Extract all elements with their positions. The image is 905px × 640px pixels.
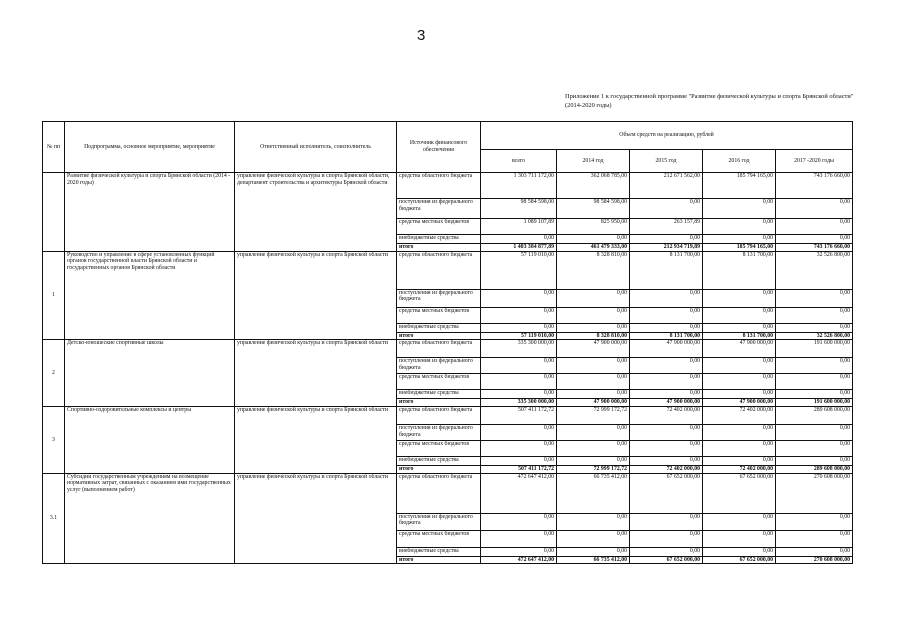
funding-source: итого [397,244,481,252]
amount-cell: 98 584 598,00 [481,199,557,219]
table-row [43,340,853,358]
funding-source: итого [397,556,481,564]
amount-cell: 8 328 810,00 [557,251,630,289]
amount-cell: 0,00 [630,289,703,307]
amount-cell: 0,00 [776,307,853,323]
amount-cell: 72 402 000,00 [630,406,703,424]
amount-cell: 0,00 [776,219,853,235]
amount-cell: 0,00 [557,440,630,456]
amount-cell: 0,00 [776,374,853,390]
funding-source: внебюджетные средства [397,456,481,465]
funding-source: средства областного бюджета [397,340,481,358]
amount-cell: 0,00 [557,456,630,465]
funding-source: внебюджетные средства [397,235,481,244]
amount-cell: 67 652 000,00 [630,556,703,564]
amount-cell: 57 119 010,00 [481,251,557,289]
executor: управление физической культуры и спорта Брянской области [235,473,397,564]
amount-cell: 0,00 [557,323,630,332]
amount-cell: 72 999 172,72 [557,465,630,473]
appendix-note: Приложение 1 к государственной программе "Развитие физической культуры и спорта Брянской области" (2014-2020 годы) [565,93,854,109]
amount-cell: 507 411 172,72 [481,406,557,424]
amount-cell: 0,00 [557,374,630,390]
funding-source: поступления из федерального бюджета [397,289,481,307]
executor: управление физической культуры и спорта Брянской области [235,251,397,340]
program-name: Спортивно-оздоровительные комплексы и центры [65,406,235,473]
funding-source: итого [397,399,481,407]
amount-cell: 0,00 [481,530,557,547]
header-volume: Объем средств на реализацию, рублей [481,122,853,150]
amount-cell: 1 303 711 172,00 [481,173,557,199]
amount-cell: 0,00 [481,513,557,530]
table-header [43,122,853,173]
amount-cell: 47 900 000,00 [703,399,776,407]
amount-cell: 472 647 412,00 [481,556,557,564]
amount-cell: 0,00 [703,199,776,219]
row-number [43,173,65,252]
amount-cell: 0,00 [557,289,630,307]
amount-cell: 289 608 000,00 [776,406,853,424]
amount-cell: 191 600 000,00 [776,340,853,358]
amount-cell: 98 584 598,00 [557,199,630,219]
amount-cell: 0,00 [776,547,853,556]
amount-cell: 0,00 [776,440,853,456]
amount-cell: 67 652 000,00 [630,473,703,513]
header-num: № пп [43,122,65,173]
funding-source: поступления из федерального бюджета [397,358,481,374]
amount-cell: 0,00 [776,358,853,374]
amount-cell: 0,00 [703,374,776,390]
header-2015: 2015 год [630,150,703,173]
table-row [43,251,853,289]
amount-cell: 0,00 [703,358,776,374]
amount-cell: 1 089 107,89 [481,219,557,235]
amount-cell: 185 794 165,00 [703,244,776,252]
amount-cell: 270 608 000,00 [776,473,853,513]
amount-cell: 72 402 000,00 [703,406,776,424]
amount-cell: 0,00 [630,390,703,399]
amount-cell: 335 300 000,00 [481,399,557,407]
program-name: Субсидии государственным учреждениям на возмещение нормативных затрат, связанных с оказанием ими государственных услуг (выполнением работ) [65,473,235,564]
amount-cell: 47 900 000,00 [557,399,630,407]
amount-cell: 66 735 412,00 [557,556,630,564]
funding-source: средства областного бюджета [397,406,481,424]
funding-source: средства областного бюджета [397,173,481,199]
amount-cell: 0,00 [776,424,853,440]
amount-cell: 0,00 [776,390,853,399]
amount-cell: 263 157,89 [630,219,703,235]
amount-cell: 0,00 [703,456,776,465]
amount-cell: 0,00 [557,235,630,244]
amount-cell: 0,00 [481,307,557,323]
amount-cell: 72 402 000,00 [703,465,776,473]
program-name: Руководство и управление в сфере установленных функций органов государственной власти Брянской области и государственных органов Брянской области [65,251,235,340]
amount-cell: 0,00 [630,307,703,323]
table-row [43,173,853,199]
amount-cell: 0,00 [703,289,776,307]
amount-cell: 472 647 412,00 [481,473,557,513]
amount-cell: 0,00 [557,424,630,440]
amount-cell: 0,00 [630,456,703,465]
table-body [43,173,853,564]
amount-cell: 743 176 660,00 [776,173,853,199]
table-row [43,406,853,424]
program-name: Развитие физической культуры и спорта Брянской области (2014 - 2020 годы) [65,173,235,252]
funding-source: поступления из федерального бюджета [397,513,481,530]
executor: управление физической культуры и спорта Брянской области [235,406,397,473]
amount-cell: 0,00 [630,358,703,374]
executor: управление физической культуры и спорта Брянской области, департамент строительства и архитектуры Брянской области [235,173,397,252]
amount-cell: 8 328 810,00 [557,332,630,340]
amount-cell: 0,00 [703,530,776,547]
funding-source: средства местных бюджетов [397,219,481,235]
amount-cell: 0,00 [776,513,853,530]
amount-cell: 0,00 [703,235,776,244]
row-number: 1 [43,251,65,340]
funding-source: средства местных бюджетов [397,530,481,547]
row-number: 3 [43,406,65,473]
funding-source: внебюджетные средства [397,547,481,556]
amount-cell: 0,00 [630,235,703,244]
amount-cell: 825 950,00 [557,219,630,235]
amount-cell: 0,00 [557,307,630,323]
amount-cell: 57 119 010,00 [481,332,557,340]
funding-source: поступления из федерального бюджета [397,424,481,440]
program-name: Детско-юношеские спортивные школы [65,340,235,407]
header-2016: 2016 год [703,150,776,173]
header-name: Подпрограмма, основное мероприятие, мероприятие [65,122,235,173]
amount-cell: 0,00 [630,530,703,547]
amount-cell: 0,00 [481,390,557,399]
amount-cell: 0,00 [557,358,630,374]
amount-cell: 0,00 [481,323,557,332]
amount-cell: 743 176 660,00 [776,244,853,252]
amount-cell: 67 652 000,00 [703,473,776,513]
amount-cell: 0,00 [481,440,557,456]
amount-cell: 72 999 172,72 [557,406,630,424]
amount-cell: 461 479 333,00 [557,244,630,252]
amount-cell: 0,00 [557,390,630,399]
amount-cell: 1 403 384 877,89 [481,244,557,252]
amount-cell: 0,00 [776,323,853,332]
amount-cell: 8 131 700,00 [630,251,703,289]
header-2017-2020: 2017 -2020 годы [776,150,853,173]
table-row [43,473,853,513]
amount-cell: 507 411 172,72 [481,465,557,473]
funding-source: итого [397,332,481,340]
amount-cell: 0,00 [776,235,853,244]
amount-cell: 0,00 [703,390,776,399]
amount-cell: 289 608 000,00 [776,465,853,473]
amount-cell: 0,00 [703,424,776,440]
amount-cell: 212 671 562,00 [630,173,703,199]
amount-cell: 0,00 [703,323,776,332]
amount-cell: 32 526 800,00 [776,332,853,340]
amount-cell: 0,00 [703,513,776,530]
amount-cell: 0,00 [481,424,557,440]
amount-cell: 191 600 000,00 [776,399,853,407]
amount-cell: 0,00 [776,456,853,465]
amount-cell: 0,00 [703,219,776,235]
amount-cell: 335 300 000,00 [481,340,557,358]
amount-cell: 47 900 000,00 [557,340,630,358]
amount-cell: 0,00 [630,440,703,456]
amount-cell: 0,00 [481,456,557,465]
amount-cell: 0,00 [630,323,703,332]
funding-source: поступления из федерального бюджета [397,199,481,219]
amount-cell: 67 652 000,00 [703,556,776,564]
amount-cell: 0,00 [630,513,703,530]
amount-cell: 0,00 [630,547,703,556]
funding-source: средства областного бюджета [397,473,481,513]
amount-cell: 0,00 [481,358,557,374]
funding-source: внебюджетные средства [397,323,481,332]
amount-cell: 0,00 [776,530,853,547]
amount-cell: 66 735 412,00 [557,473,630,513]
amount-cell: 8 131 700,00 [703,332,776,340]
amount-cell: 8 131 700,00 [630,332,703,340]
amount-cell: 0,00 [481,235,557,244]
amount-cell: 185 794 165,00 [703,173,776,199]
funding-source: средства местных бюджетов [397,374,481,390]
amount-cell: 72 402 000,00 [630,465,703,473]
funding-source: средства местных бюджетов [397,440,481,456]
amount-cell: 0,00 [481,547,557,556]
amount-cell: 0,00 [481,289,557,307]
amount-cell: 0,00 [481,374,557,390]
header-total: всего [481,150,557,173]
row-number: 2 [43,340,65,407]
budget-table [42,121,853,564]
header-2014: 2014 год [557,150,630,173]
amount-cell: 212 934 719,89 [630,244,703,252]
amount-cell: 32 526 800,00 [776,251,853,289]
amount-cell: 0,00 [557,530,630,547]
amount-cell: 47 900 000,00 [630,340,703,358]
page-number: 3 [417,27,426,44]
amount-cell: 0,00 [703,307,776,323]
amount-cell: 0,00 [557,547,630,556]
funding-source: внебюджетные средства [397,390,481,399]
header-executor: Ответственный исполнитель, соисполнитель [235,122,397,173]
amount-cell: 0,00 [703,547,776,556]
header-source: Источник финансового обеспечения [397,122,481,173]
amount-cell: 0,00 [703,440,776,456]
amount-cell: 0,00 [776,199,853,219]
amount-cell: 0,00 [630,199,703,219]
amount-cell: 0,00 [557,513,630,530]
amount-cell: 0,00 [776,289,853,307]
executor: управление физической культуры и спорта Брянской области [235,340,397,407]
funding-source: средства областного бюджета [397,251,481,289]
amount-cell: 362 068 785,00 [557,173,630,199]
amount-cell: 0,00 [630,424,703,440]
funding-source: средства местных бюджетов [397,307,481,323]
amount-cell: 270 608 000,00 [776,556,853,564]
amount-cell: 47 900 000,00 [703,340,776,358]
amount-cell: 0,00 [630,374,703,390]
amount-cell: 8 131 700,00 [703,251,776,289]
amount-cell: 47 900 000,00 [630,399,703,407]
funding-source: итого [397,465,481,473]
row-number: 3.1 [43,473,65,564]
